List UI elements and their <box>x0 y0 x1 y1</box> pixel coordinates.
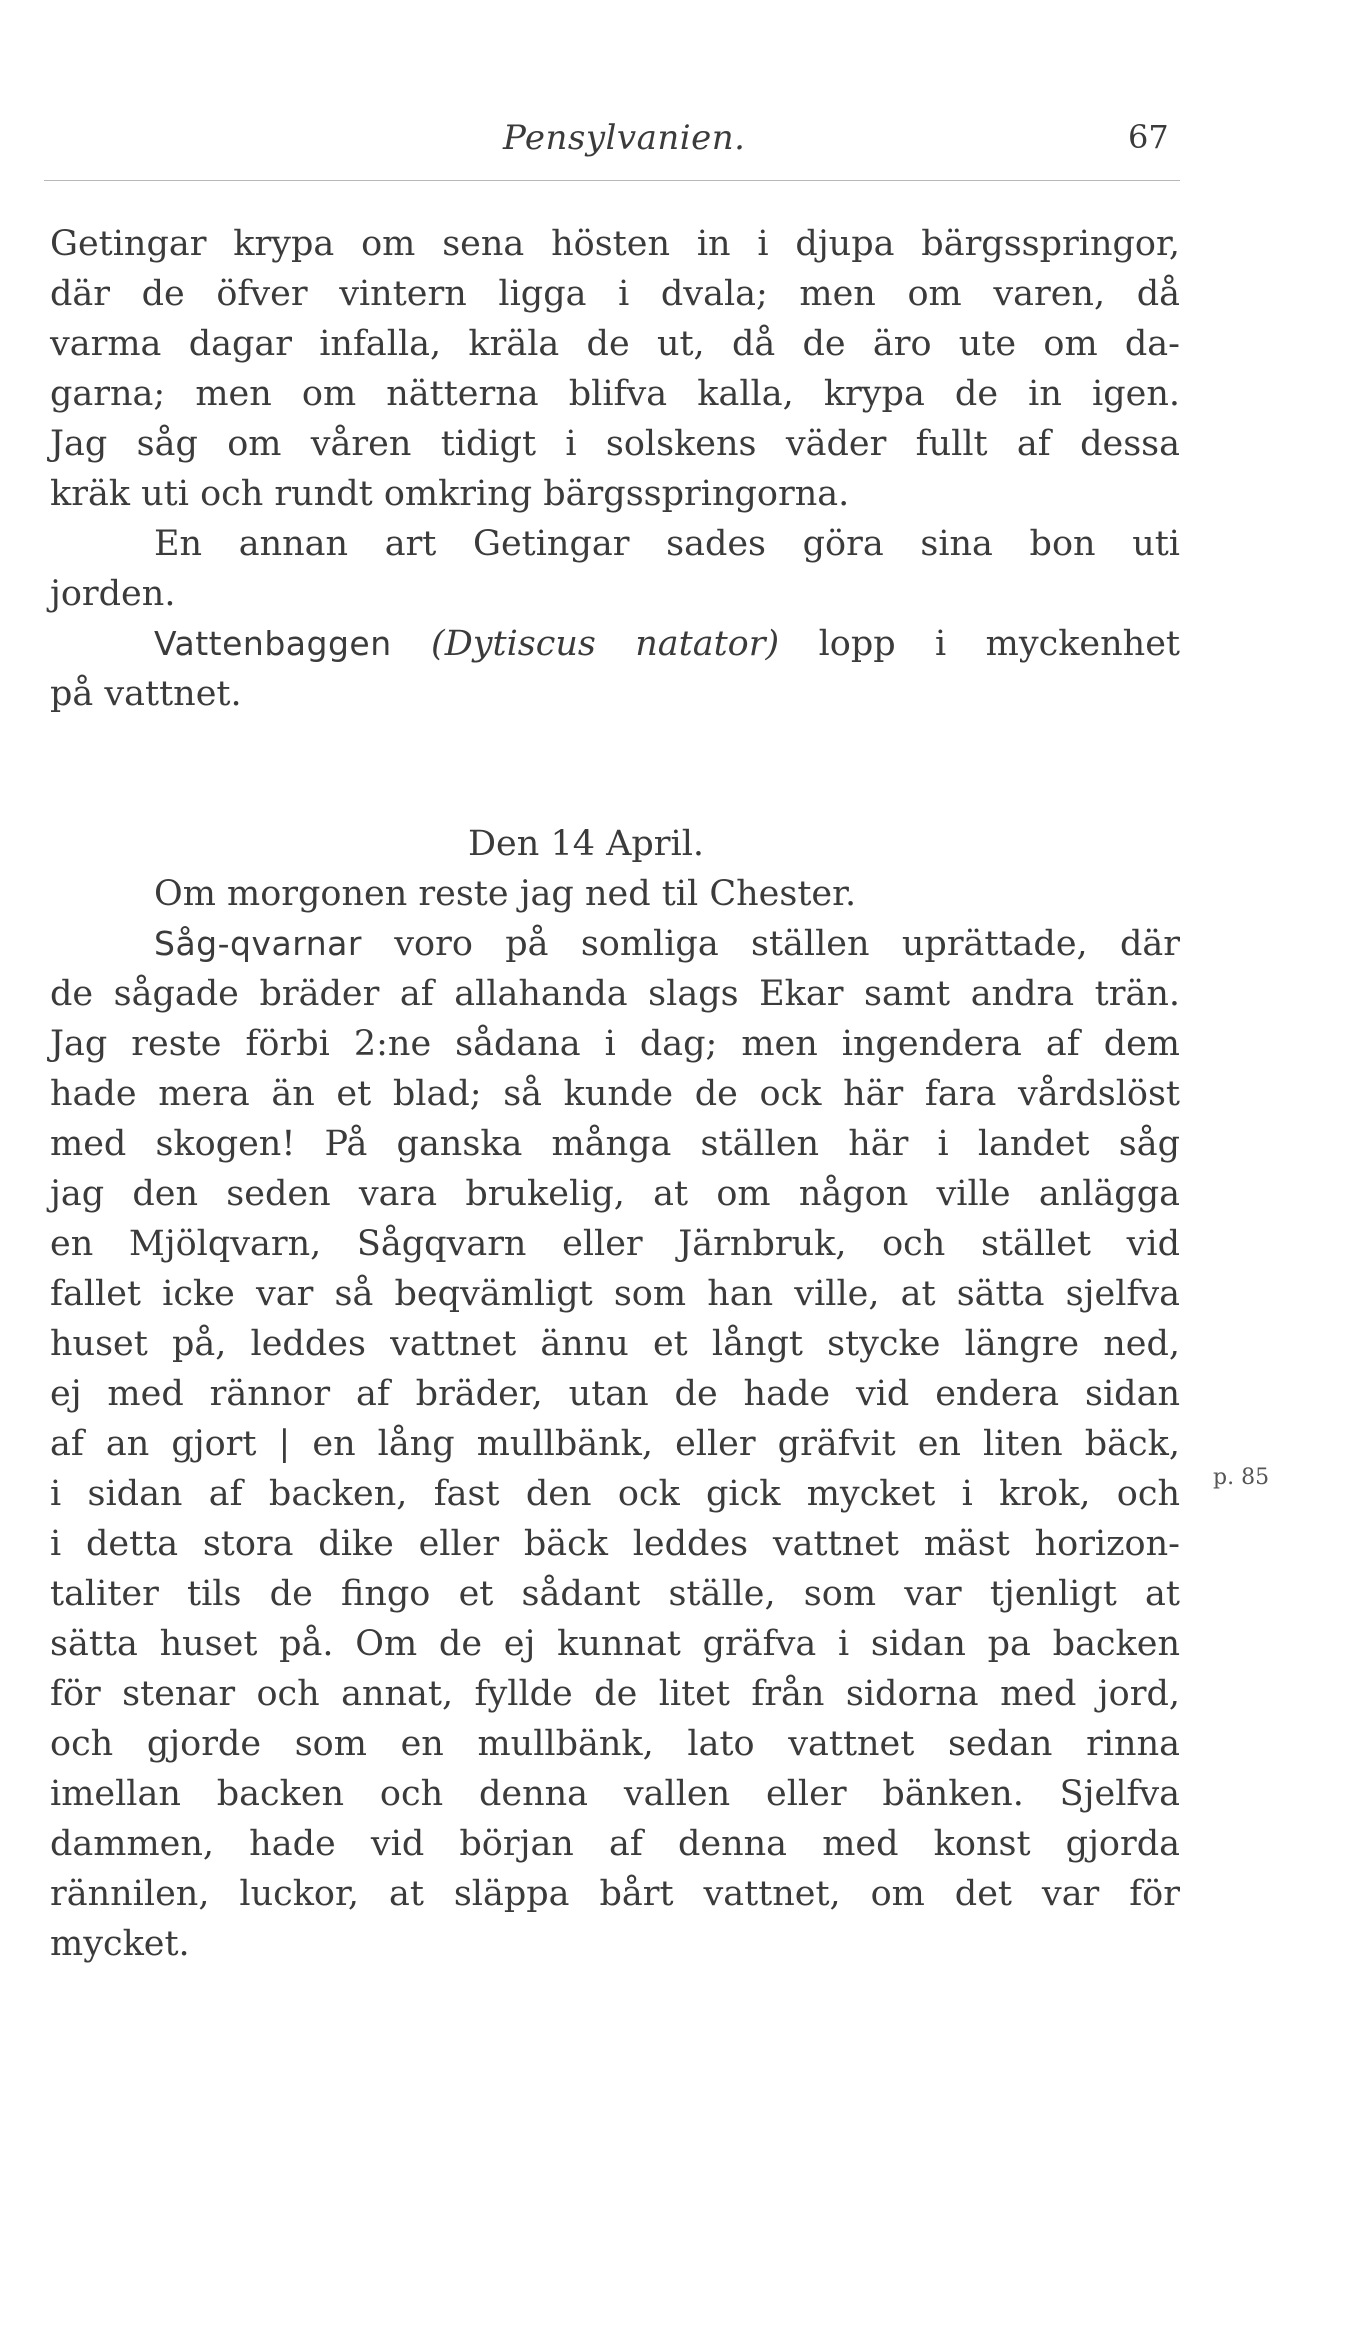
page-number: 67 <box>1128 118 1169 156</box>
text-line: Om morgonen reste jag ned til Chester. <box>154 874 857 914</box>
running-title: Pensylvanien. <box>503 118 746 158</box>
text-line: En annan art Getingar sades göra sina bon uti <box>154 524 1180 564</box>
page-header <box>0 118 1361 178</box>
term-sag-qvarnar: Såg-qvarnar <box>154 924 362 963</box>
text-line: dammen, hade vid början af denna med konst gjorda <box>50 1824 1180 1864</box>
text-line: imellan backen och denna vallen eller bänken. Sjelfva <box>50 1774 1180 1814</box>
text-line: för stenar och annat, fyllde de litet från sidorna med jord, <box>50 1674 1180 1714</box>
text-line: Jag reste förbi 2:ne sådana i dag; men ingendera af dem <box>50 1024 1180 1064</box>
text-line: i sidan af backen, fast den ock gick mycket i krok, och <box>50 1474 1180 1514</box>
header-rule <box>44 180 1180 181</box>
date-heading: Den 14 April. <box>468 824 705 864</box>
text-line: de sågade bräder af allahanda slags Ekar samt andra trän. <box>50 974 1180 1014</box>
text-line: garna; men om nätterna blifva kalla, krypa de in igen. <box>50 374 1180 414</box>
text-line: och gjorde som en mullbänk, lato vattnet sedan rinna <box>50 1724 1180 1764</box>
text-line: af an gjort | en lång mullbänk, eller gräfvit en liten bäck, <box>50 1424 1180 1464</box>
text-line: där de öfver vintern ligga i dvala; men om varen, då <box>50 274 1180 314</box>
text-line: taliter tils de fingo et sådant ställe, som var tjenligt at <box>50 1574 1180 1614</box>
margin-page-reference: p. 85 <box>1213 1465 1270 1490</box>
text-line: mycket. <box>50 1924 190 1964</box>
text-line: ej med rännor af bräder, utan de hade vid endera sidan <box>50 1374 1180 1414</box>
text-line: i detta stora dike eller bäck leddes vattnet mäst horizon- <box>50 1524 1180 1564</box>
text-fragment: lopp i myckenhet <box>818 624 1180 664</box>
text-line: på vattnet. <box>50 674 242 714</box>
text-line: hade mera än et blad; så kunde de ock här fara vårdslöst <box>50 1074 1180 1114</box>
text-line: rännilen, luckor, at släppa bårt vattnet, om det var för <box>50 1874 1180 1914</box>
text-line: Jag såg om våren tidigt i solskens väder fullt af dessa <box>50 424 1180 464</box>
text-line: fallet icke var så beqvämligt som han ville, at sätta sjelfva <box>50 1274 1180 1314</box>
text-line: jorden. <box>50 574 176 614</box>
text-line: sätta huset på. Om de ej kunnat gräfva i sidan pa backen <box>50 1624 1180 1664</box>
text-line: huset på, leddes vattnet ännu et långt stycke längre ned, <box>50 1324 1180 1364</box>
text-line: jag den seden vara brukelig, at om någon ville anlägga <box>50 1174 1180 1214</box>
text-line: Getingar krypa om sena hösten in i djupa bärgsspringor, <box>50 224 1180 264</box>
text-fragment: voro på somliga ställen uprättade, där <box>394 924 1180 964</box>
text-line <box>50 618 1180 670</box>
text-line <box>50 918 1180 970</box>
text-line: en Mjölqvarn, Sågqvarn eller Järnbruk, och stället vid <box>50 1224 1180 1264</box>
latin-name: (Dytiscus natator) <box>431 624 780 664</box>
text-line: med skogen! På ganska många ställen här i landet såg <box>50 1124 1180 1164</box>
text-line: kräk uti och rundt omkring bärgsspringorna. <box>50 474 850 514</box>
term-vattenbaggen: Vattenbaggen <box>154 624 392 663</box>
text-line: varma dagar infalla, kräla de ut, då de äro ute om da- <box>50 324 1180 364</box>
